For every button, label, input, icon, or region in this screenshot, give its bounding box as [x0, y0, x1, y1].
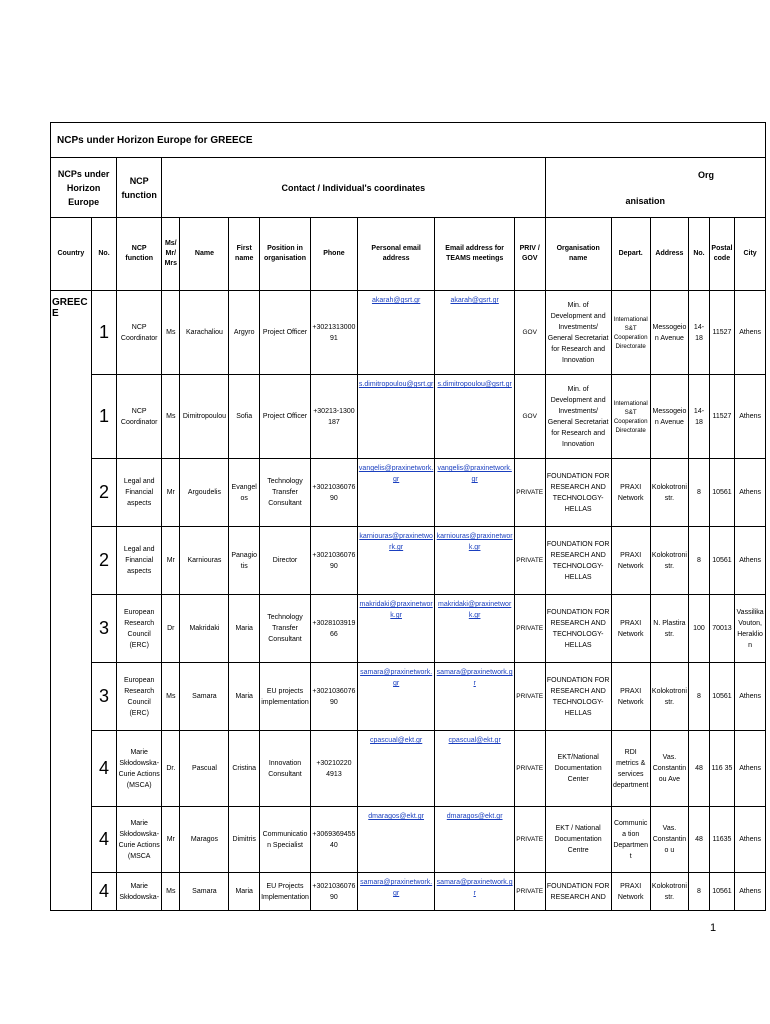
postal-code: 11635 — [709, 807, 734, 873]
position: Director — [260, 527, 311, 595]
priv-gov: PRIVATE — [514, 527, 545, 595]
group-organisation — [545, 158, 765, 218]
city: Athens — [735, 663, 766, 731]
last-name: Pascual — [180, 731, 229, 807]
personal-email-link[interactable]: s.dimitropoulou@gsrt.gr — [357, 375, 435, 459]
column-header: No. — [689, 218, 709, 291]
teams-email-link[interactable]: karniouras@praxinetwork.gr — [435, 527, 515, 595]
ncp-function: NCP Coordinator — [117, 375, 162, 459]
column-header: First name — [229, 218, 260, 291]
phone: +3021036076 90 — [310, 527, 357, 595]
column-header: City — [735, 218, 766, 291]
ncp-number: 4 — [91, 731, 116, 807]
salutation: Ms — [162, 375, 180, 459]
first-name: Evangelos — [229, 459, 260, 527]
country-cell: GREECE — [51, 291, 92, 911]
position: Project Officer — [260, 291, 311, 375]
address-number: 8 — [689, 663, 709, 731]
teams-email-link[interactable]: akarah@gsrt.gr — [435, 291, 515, 375]
personal-email-link[interactable]: vangelis@praxinetwork.gr — [357, 459, 435, 527]
postal-code: 70013 — [709, 595, 734, 663]
personal-email-link[interactable]: makridaki@praxinetwork.gr — [357, 595, 435, 663]
position: Innovation Consultant — [260, 731, 311, 807]
priv-gov: GOV — [514, 375, 545, 459]
column-header: No. — [91, 218, 116, 291]
teams-email-link[interactable]: samara@praxinetwork.gr — [435, 873, 515, 911]
column-header: Postal code — [709, 218, 734, 291]
priv-gov: PRIVATE — [514, 595, 545, 663]
organisation-name: FOUNDATION FOR RESEARCH AND TECHNOLOGY-HELLAS — [545, 595, 611, 663]
first-name: Dimitris — [229, 807, 260, 873]
priv-gov: PRIVATE — [514, 807, 545, 873]
address: Messogeion Avenue — [650, 291, 689, 375]
last-name: Makridaki — [180, 595, 229, 663]
department: International S&T Cooperation Directorate — [611, 291, 650, 375]
address: Kolokotroni str. — [650, 663, 689, 731]
group-contact: Contact / Individual's coordinates — [162, 158, 545, 218]
postal-code: 10561 — [709, 873, 734, 911]
salutation: Ms — [162, 663, 180, 731]
priv-gov: PRIVATE — [514, 731, 545, 807]
teams-email-link[interactable]: cpascual@ekt.gr — [435, 731, 515, 807]
organisation-name: Min. of Development and Investments/ General Secretariat for Research and Innovation — [545, 291, 611, 375]
address: Vas. Constantino u — [650, 807, 689, 873]
table-title: NCPs under Horizon Europe for GREECE — [51, 123, 766, 158]
department: PRAXI Network — [611, 527, 650, 595]
phone: +30210220 4913 — [310, 731, 357, 807]
last-name: Samara — [180, 663, 229, 731]
last-name: Samara — [180, 873, 229, 911]
first-name: Maria — [229, 595, 260, 663]
ncp-number: 1 — [91, 291, 116, 375]
ncp-table-sheet — [50, 122, 766, 911]
column-header: PRIV / GOV — [514, 218, 545, 291]
address: N. Plastira str. — [650, 595, 689, 663]
phone: +3028103919 66 — [310, 595, 357, 663]
department: PRAXI Network — [611, 595, 650, 663]
priv-gov: PRIVATE — [514, 663, 545, 731]
teams-email-link[interactable]: s.dimitropoulou@gsrt.gr — [435, 375, 515, 459]
personal-email-link[interactable]: akarah@gsrt.gr — [357, 291, 435, 375]
department: Communica tion Department — [611, 807, 650, 873]
city: Athens — [735, 375, 766, 459]
city: Athens — [735, 527, 766, 595]
column-header: Depart. — [611, 218, 650, 291]
city: Vassilika Vouton, Heraklion — [735, 595, 766, 663]
salutation: Dr — [162, 595, 180, 663]
address-number: 14-18 — [689, 291, 709, 375]
salutation: Dr. — [162, 731, 180, 807]
postal-code: 11527 — [709, 375, 734, 459]
address: Messogeion Avenue — [650, 375, 689, 459]
department: International S&T Cooperation Directorate — [611, 375, 650, 459]
ncp-number: 4 — [91, 807, 116, 873]
ncp-number: 1 — [91, 375, 116, 459]
postal-code: 11527 — [709, 291, 734, 375]
group-org-line2: anisation — [625, 195, 666, 206]
priv-gov: GOV — [514, 291, 545, 375]
department: PRAXI Network — [611, 873, 650, 911]
group-org-line1: Org — [697, 169, 714, 180]
address-number: 100 — [689, 595, 709, 663]
column-header: Personal email address — [357, 218, 435, 291]
ncp-function: Marie Skłodowska- — [117, 873, 162, 911]
city: Athens — [735, 873, 766, 911]
address: Kolokotroni str. — [650, 459, 689, 527]
ncp-number: 3 — [91, 663, 116, 731]
first-name: Cristina — [229, 731, 260, 807]
table-row — [51, 291, 766, 375]
priv-gov: PRIVATE — [514, 873, 545, 911]
ncp-table — [50, 122, 766, 911]
personal-email-link[interactable]: samara@praxinetwork.gr — [357, 873, 435, 911]
last-name: Maragos — [180, 807, 229, 873]
address-number: 48 — [689, 731, 709, 807]
table-row — [51, 807, 766, 873]
page-number: 1 — [710, 922, 717, 934]
table-row — [51, 527, 766, 595]
salutation: Mr — [162, 527, 180, 595]
department: RDI metrics & services department — [611, 731, 650, 807]
city: Athens — [735, 291, 766, 375]
address-number: 8 — [689, 873, 709, 911]
column-header: Phone — [310, 218, 357, 291]
salutation: Ms — [162, 873, 180, 911]
position: Project Officer — [260, 375, 311, 459]
column-header: Country — [51, 218, 92, 291]
first-name: Panagiotis — [229, 527, 260, 595]
address: Kolokotroni str. — [650, 873, 689, 911]
group-ncps: NCPs under Horizon Europe — [51, 158, 117, 218]
ncp-number: 2 — [91, 527, 116, 595]
phone: +3069369455 40 — [310, 807, 357, 873]
first-name: Argyro — [229, 291, 260, 375]
salutation: Ms — [162, 291, 180, 375]
ncp-function: Marie Skłodowska-Curie Actions (MSCA — [117, 807, 162, 873]
ncp-function: Marie Skłodowska-Curie Actions (MSCA) — [117, 731, 162, 807]
ncp-function: European Research Council (ERC) — [117, 595, 162, 663]
address: Vas. Constantin ou Ave — [650, 731, 689, 807]
position: EU Projects Implementation — [260, 873, 311, 911]
postal-code: 10561 — [709, 663, 734, 731]
postal-code: 116 35 — [709, 731, 734, 807]
ncp-function: NCP Coordinator — [117, 291, 162, 375]
table-row — [51, 663, 766, 731]
ncp-function: Legal and Financial aspects — [117, 459, 162, 527]
department: PRAXI Network — [611, 663, 650, 731]
priv-gov: PRIVATE — [514, 459, 545, 527]
organisation-name: EKT/National Documentation Center — [545, 731, 611, 807]
postal-code: 10561 — [709, 527, 734, 595]
position: Technology Transfer Consultant — [260, 595, 311, 663]
teams-email-link[interactable]: vangelis@praxinetwork.gr — [435, 459, 515, 527]
phone: +3021313000 91 — [310, 291, 357, 375]
column-header: NCP function — [117, 218, 162, 291]
first-name: Maria — [229, 873, 260, 911]
personal-email-link[interactable]: karniouras@praxinetwork.gr — [357, 527, 435, 595]
phone: +3021036076 90 — [310, 873, 357, 911]
ncp-number: 3 — [91, 595, 116, 663]
last-name: Dimitropoulou — [180, 375, 229, 459]
table-row — [51, 595, 766, 663]
organisation-name: Min. of Development and Investments/ General Secretariat for Research and Innovation — [545, 375, 611, 459]
position: Communication Specialist — [260, 807, 311, 873]
ncp-function: European Research Council (ERC) — [117, 663, 162, 731]
organisation-name: FOUNDATION FOR RESEARCH AND TECHNOLOGY-HELLAS — [545, 459, 611, 527]
address-number: 8 — [689, 527, 709, 595]
group-function: NCP function — [117, 158, 162, 218]
address-number: 48 — [689, 807, 709, 873]
ncp-number: 2 — [91, 459, 116, 527]
personal-email-link[interactable]: samara@praxinetwork.gr — [357, 663, 435, 731]
column-header: Position in organisation — [260, 218, 311, 291]
city: Athens — [735, 807, 766, 873]
department: PRAXI Network — [611, 459, 650, 527]
table-row — [51, 731, 766, 807]
ncp-number: 4 — [91, 873, 116, 911]
organisation-name: FOUNDATION FOR RESEARCH AND TECHNOLOGY-HELLAS — [545, 663, 611, 731]
table-row — [51, 873, 766, 911]
address-number: 14-18 — [689, 375, 709, 459]
table-row — [51, 459, 766, 527]
last-name: Karachaliou — [180, 291, 229, 375]
phone: +3021036076 90 — [310, 663, 357, 731]
salutation: Mr — [162, 459, 180, 527]
teams-email-link[interactable]: makridaki@praxinetwork.gr — [435, 595, 515, 663]
last-name: Argoudelis — [180, 459, 229, 527]
column-header: Organisation name — [545, 218, 611, 291]
ncp-function: Legal and Financial aspects — [117, 527, 162, 595]
phone: +3021036076 90 — [310, 459, 357, 527]
address-number: 8 — [689, 459, 709, 527]
teams-email-link[interactable]: dmaragos@ekt.gr — [435, 807, 515, 873]
personal-email-link[interactable]: dmaragos@ekt.gr — [357, 807, 435, 873]
personal-email-link[interactable]: cpascual@ekt.gr — [357, 731, 435, 807]
organisation-name: EKT / National Documentation Centre — [545, 807, 611, 873]
city: Athens — [735, 731, 766, 807]
column-header: Email address for TEAMS meetings — [435, 218, 515, 291]
phone: +30213-1300 187 — [310, 375, 357, 459]
position: EU projects implementation — [260, 663, 311, 731]
column-header: Address — [650, 218, 689, 291]
postal-code: 10561 — [709, 459, 734, 527]
column-header: Ms/ Mr/ Mrs — [162, 218, 180, 291]
position: Technology Transfer Consultant — [260, 459, 311, 527]
last-name: Karniouras — [180, 527, 229, 595]
address: Kolokotroni str. — [650, 527, 689, 595]
table-row — [51, 375, 766, 459]
teams-email-link[interactable]: samara@praxinetwork.gr — [435, 663, 515, 731]
first-name: Maria — [229, 663, 260, 731]
city: Athens — [735, 459, 766, 527]
first-name: Sofia — [229, 375, 260, 459]
organisation-name: FOUNDATION FOR RESEARCH AND — [545, 873, 611, 911]
organisation-name: FOUNDATION FOR RESEARCH AND TECHNOLOGY-HELLAS — [545, 527, 611, 595]
column-header: Name — [180, 218, 229, 291]
salutation: Mr — [162, 807, 180, 873]
